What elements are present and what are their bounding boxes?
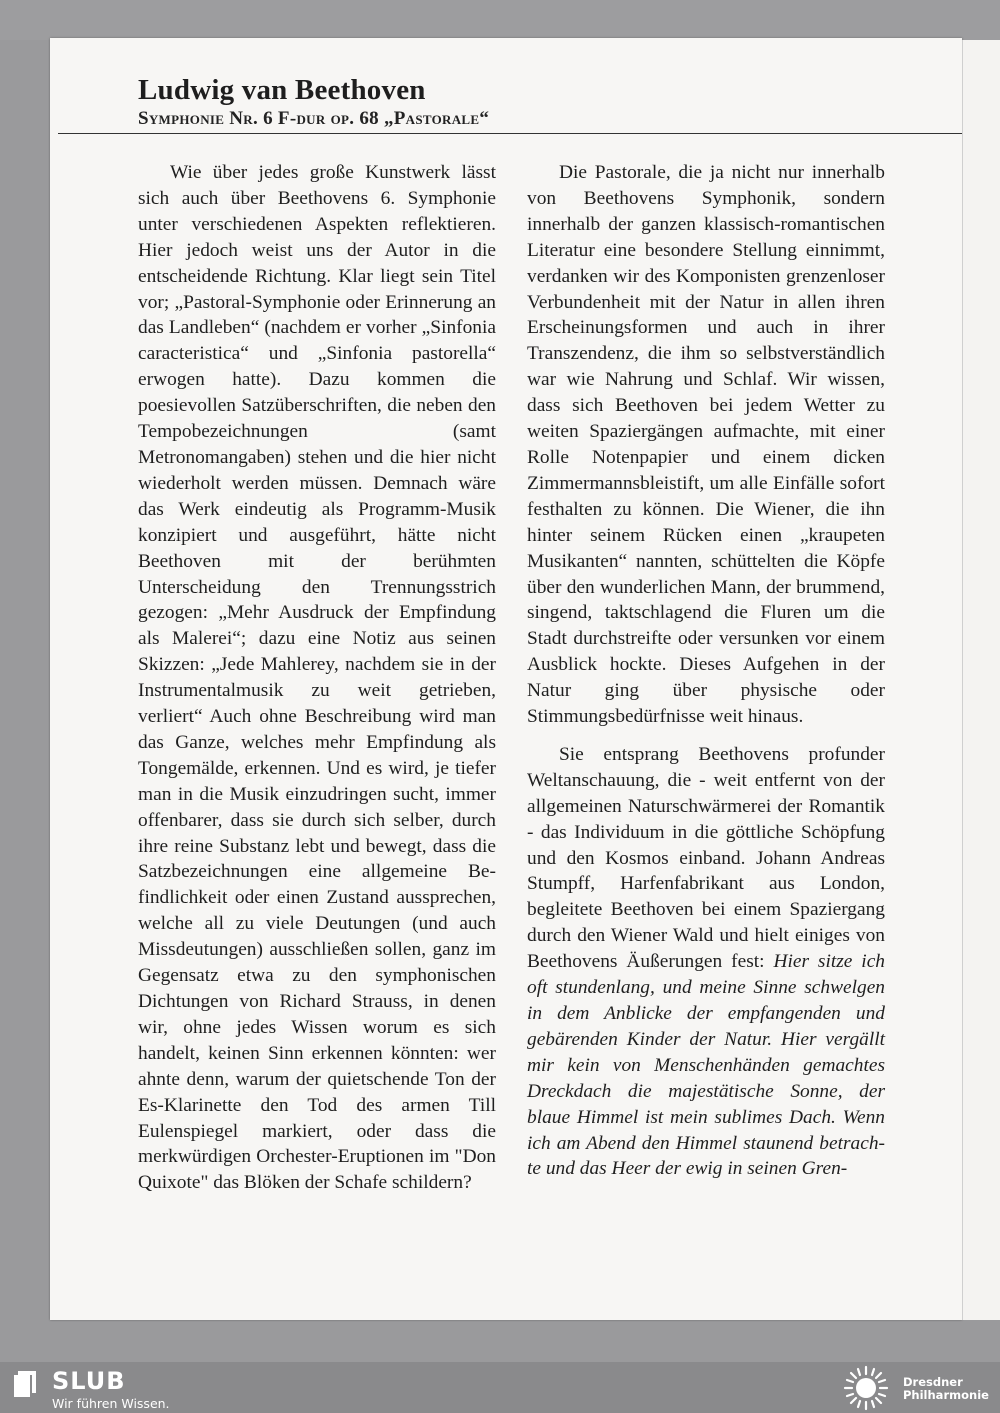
partner-name-line2: Philharmonie (903, 1388, 989, 1402)
header-divider (58, 133, 962, 134)
document-page (50, 38, 962, 1320)
text-column-right (527, 160, 885, 1182)
library-name: SLUB (52, 1367, 126, 1395)
paragraph (527, 742, 885, 1182)
scan-background (0, 0, 1000, 40)
adjacent-page-edge (962, 40, 1000, 1320)
page-title: Ludwig van Beethoven (138, 74, 426, 106)
partner-name (903, 1376, 998, 1402)
paragraph: Wie über jedes große Kunstwerk lässt sich auch über Beethovens 6. Symphonie unter verschiedenen Aspekten reflektieren. Hier jedoch weist uns der Autor in die entscheidende Richtung. Klar liegt sein Titel vor; „Pastoral-Symphonie oder Erinnerung an das Landleben“ (nachdem er vorher „Sinfonia caracteristica“ und „Sinfonia pastorella“ erwogen hatte). Dazu kommen die poesievollen Satzüberschriften, die neben den Tempobezeichnungen (samt Metronomangaben) stehen und die hier nicht wiederholt werden müssen. Demnach wäre das Werk eindeutig als Programm-Musik konzipiert und ausgeführt, hätte nicht Beethoven mit der berühmten Unterscheidung den Trennungsstrich gezogen: „Mehr Ausdruck der Empfindung als Malerei“; dazu eine Notiz aus seinen Skizzen: „Jede Mahlerey, nachdem sie in der Instrumentalmusik zu weit getrieben, verliert“ Auch ohne Beschreibung wird man das Ganze, welches mehr Empfindung als Tongemälde, erkennen. Und es wird, je tiefer man in die Musik einzudringen sucht, immer offenbarer, dass sie durch sich selber, durch ihre reine Substanz lebt und bewegt, dass die Satzbezeichnungen eine allgemeine Befindlichkeit oder einen Zustand aussprechen, welche all zu viele Deutungen (und auch Missdeutungen) ausschließen sollen, ganz im Gegensatz etwa zu den symphonischen Dichtungen von Richard Strauss, in denen wir, ohne jedes Wissen worum es sich handelt, keinen Sinn erkennen könnten: wer ahnte denn, warum der quietschende Ton der Es-Klarinette den Tod des armen Till Eulenspiegel markiert, oder dass die merkwürdigen Orchester-Eruptionen im "Don Quixote" das Blöken der Schafe schildern? (138, 162, 496, 1194)
page-subtitle: Symphonie Nr. 6 F-dur op. 68 „Pastorale“ (138, 108, 490, 129)
partner-name-line1: Dresdner (903, 1375, 963, 1389)
slub-logo-icon (14, 1371, 36, 1397)
library-tagline: Wir führen Wissen. (52, 1396, 170, 1411)
philharmonie-logo-icon (842, 1365, 890, 1411)
text-column-left (138, 160, 496, 1196)
quote-text: Hier sitze ich oft stundenlang, und meine Sinne schwelgen in dem Anblicke der empfangenden und gebärenden Kinder der Natur. Hier vergällt mir kein von Menschenhänden gemachtes Dreckdach die majestätische Sonne, der blaue Himmel ist mein sublimes Dach. Wenn ich am Abend den Himmel staunend betrachte und das Heer der ewig in seinen Gren- (527, 951, 885, 1180)
footer-bar (0, 1362, 1000, 1413)
paragraph: Die Pastorale, die ja nicht nur innerhalb von Beethovens Symphonik, sondern innerhalb der ganzen klassisch-romantischen Literatur eine besondere Stellung einnimmt, verdanken wir des Komponisten grenzenloser Verbundenheit mit der Natur in allen ihren Erscheinungsformen und auch in ihrer Transzendenz, die ihm so selbstverständlich war wie Nahrung und Schlaf. Wir wissen, dass sich Beethoven bei jedem Wetter zu weiten Spaziergängen aufmachte, mit einer Rolle Notenpapier und einem dicken Zimmermannsbleistift, um alle Einfälle sofort festhalten zu können. Die Wiener, die ihn hinter seinem Rücken einen „kraupeten Musikanten“ nannten, schüttelten die Köpfe über den wunderlichen Mann, der brummend, singend, taktschlagend die Fluren um die Stadt durchstreifte oder versunken vor einem Ausblick hockte. Dieses Aufgehen in der Natur ging über physische oder Stimmungsbedürfnisse weit hinaus. (527, 162, 885, 728)
paragraph-text: Sie entsprang Beethovens profunder Weltanschauung, die - weit entfernt von der allgemeinen Naturschwärmerei der Romantik - das Individuum in die göttliche Schöpfung und den Kosmos einband. Johann Andreas Stumpff, Harfenfabrikant aus London, begleitete Beethoven bei einem Spaziergang durch den Wiener Wald und hielt einiges von Beethovens Äußerungen fest: (527, 743, 885, 973)
